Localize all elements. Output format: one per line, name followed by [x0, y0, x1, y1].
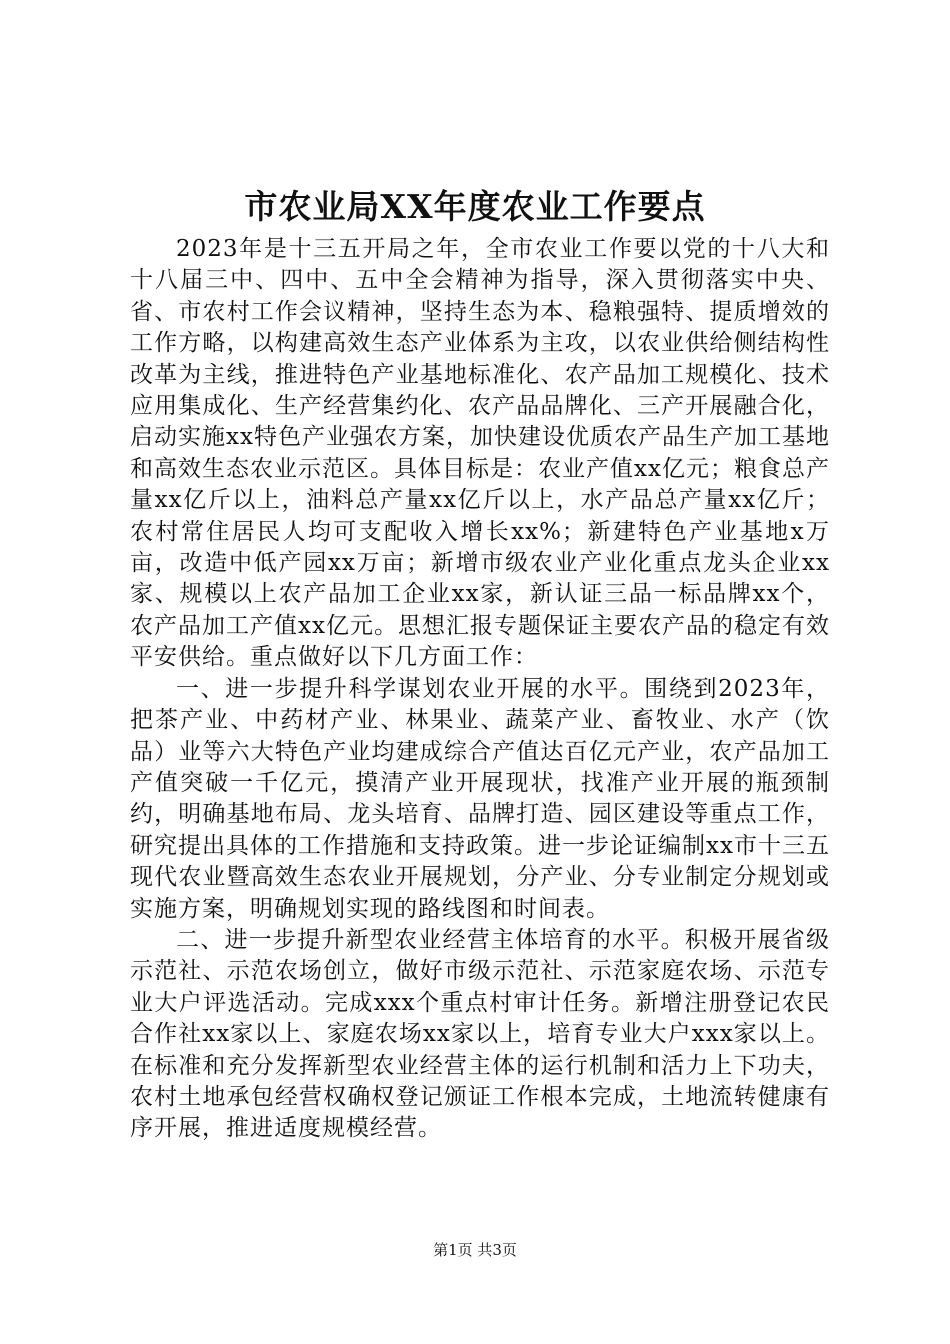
paragraph-intro: 2023年是十三五开局之年，全市农业工作要以党的十八大和十八届三中、四中、五中全会精神为指导，深入贯彻落实中央、省、市农村工作会议精神，坚持生态为本、稳粮强特、提质增效的工作方略，以构建高效生态产业体系为主攻，以农业供给侧结构性改革为主线，推进特色产业基地标准化、农产品加工规模化、技术应用集成化、生产经营集约化、农产品品牌化、三产开展融合化，启动实施xx特色产业强农方案，加快建设优质农产品生产加工基地和高效生态农业示范区。具体目标是：农业产值xx亿元；粮食总产量xx亿斤以上，油料总产量xx亿斤以上，水产品总产量xx亿斤；农村常住居民人均可支配收入增长xx%；新建特色产业基地x万亩，改造中低产园xx万亩；新增市级农业产业化重点龙头企业xx家、规模以上农产品加工企业xx家，新认证三品一标品牌xx个，农产品加工产值xx亿元。思想汇报专题保证主要农产品的稳定有效平安供给。重点做好以下几方面工作： — [130, 236, 830, 671]
document-title: 市农业局XX年度农业工作要点 — [244, 187, 706, 226]
page-footer: 第1页 共3页 — [433, 1241, 517, 1259]
paragraph-section-1: 一、进一步提升科学谋划农业开展的水平。围绕到2023年，把茶产业、中药材产业、林果业、蔬菜产业、畜牧业、水产（饮品）业等六大特色产业均建成综合产值达百亿元产业，农产品加工产值突破一千亿元，摸清产业开展现状，找准产业开展的瓶颈制约，明确基地布局、龙头培育、品牌打造、园区建设等重点工作，研究提出具体的工作措施和支持政策。进一步论证编制xx市十三五现代农业暨高效生态农业开展规划，分产业、分专业制定分规划或实施方案，明确规划实现的路线图和时间表。 — [130, 675, 830, 922]
document-body — [130, 234, 830, 1145]
paragraph-section-2: 二、进一步提升新型农业经营主体培育的水平。积极开展省级示范社、示范农场创立，做好市级示范社、示范家庭农场、示范专业大户评选活动。完成xxx个重点村审计任务。新增注册登记农民合作社xx家以上、家庭农场xx家以上，培育专业大户xxx家以上。在标准和充分发挥新型农业经营主体的运行机制和活力上下功夫，农村土地承包经营权确权登记颁证工作根本完成，土地流转健康有序开展，推进适度规模经营。 — [130, 926, 830, 1142]
